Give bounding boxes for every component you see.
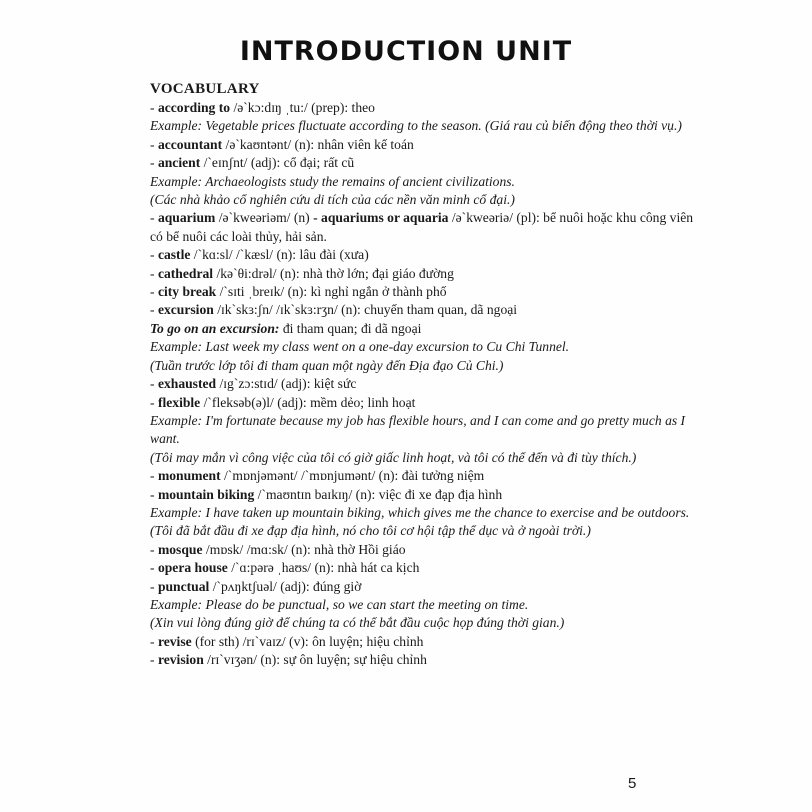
entry-definition: /kə`θi:drəl/ (n): nhà thờ lớn; đại giáo đường xyxy=(213,265,454,281)
entry-definition: /ɪk`skɜ:ʃn/ /ɪk`skɜ:rʒn/ (n): chuyến tham quan, dã ngoại xyxy=(213,302,518,318)
page-title: INTRODUCTION UNIT xyxy=(239,36,573,67)
entry-definition: /mɒsk/ /mɑ:sk/ (n): nhà thờ Hồi giáo xyxy=(202,541,406,557)
entry-dash: - xyxy=(150,284,158,300)
example-sentence: Example: Archaeologists study the remains of ancient civilizations. xyxy=(150,173,515,189)
entry-castle xyxy=(150,246,705,264)
entry-plural: - aquariums or aquaria xyxy=(313,210,449,226)
entry-word: monument xyxy=(157,468,221,484)
example-sentence: Example: Vegetable prices fluctuate according to the season. (Giá rau củ biến động theo thời vụ.) xyxy=(150,118,682,134)
example-sentence: Example: Please do be punctual, so we can start the meeting on time. xyxy=(150,596,529,612)
example-translation: (Tuần trước lớp tôi đi tham quan một ngày đến Địa đạo Củ Chi.) xyxy=(150,357,504,373)
entry-word: city break xyxy=(157,284,217,300)
section-heading: VOCABULARY xyxy=(150,81,260,97)
phrase-excursion xyxy=(150,320,705,338)
entry-definition: /`pʌŋktʃuəl/ (adj): đúng giờ xyxy=(209,578,362,594)
example-translation: (Tôi đã bắt đầu đi xe đạp địa hình, nó cho tôi cơ hội tập thể dục và ở ngoài trời.) xyxy=(150,523,591,539)
entry-word: according to xyxy=(157,100,231,115)
entry-revision xyxy=(150,651,705,669)
example-sentence: Example: I have taken up mountain biking, which gives me the chance to exercise and be outdoors. xyxy=(150,504,690,520)
entry-definition: /ɪg`zɔ:stɪd/ (adj): kiệt sức xyxy=(216,376,357,392)
entry-word: punctual xyxy=(157,578,210,594)
entry-monument xyxy=(150,467,705,485)
entry-definition: /`ɑ:pərə ˌhaʊs/ (n): nhà hát ca kịch xyxy=(227,560,420,576)
entry-definition: /`kɑ:sl/ /`kæsl/ (n): lâu đài (xưa) xyxy=(190,247,369,263)
entry-word: cathedral xyxy=(157,265,214,281)
entry-word: flexible xyxy=(157,394,201,410)
entry-word: aquarium xyxy=(157,210,216,226)
example-translation: (Các nhà khảo cổ nghiên cứu di tích của các nền văn minh cổ đại.) xyxy=(150,192,515,208)
entry-punctual xyxy=(150,578,705,596)
entry-dash: - xyxy=(150,265,158,281)
entry-exhausted xyxy=(150,375,705,393)
entry-excursion xyxy=(150,301,705,319)
entry-opera-house xyxy=(150,559,705,577)
example-translation: (Xin vui lòng đúng giờ để chúng ta có thể bắt đầu cuộc họp đúng thời gian.) xyxy=(150,615,565,631)
entry-dash: - xyxy=(150,302,158,318)
entry-accountant xyxy=(150,136,705,154)
entry-mosque xyxy=(150,541,705,559)
entry-word: ancient xyxy=(157,155,201,171)
example-sentence: Example: Last week my class went on a one-day excursion to Cu Chi Tunnel. xyxy=(150,339,570,355)
entry-word: mountain biking xyxy=(157,486,255,502)
entry-dash: - xyxy=(150,210,158,226)
entry-definition: /`mɒnjəmənt/ /`mɒnjumənt/ (n): đài tưởng niệm xyxy=(220,468,485,484)
vocabulary-content xyxy=(150,80,705,670)
entry-word: mosque xyxy=(157,541,203,557)
entry-city-break xyxy=(150,283,705,301)
entry-dash: - xyxy=(150,578,158,594)
entry-mountain-biking xyxy=(150,486,705,504)
entry-flexible xyxy=(150,394,705,412)
phrase-text: To go on an excursion: xyxy=(150,320,280,336)
entry-aquarium xyxy=(150,209,705,246)
entry-dash: - xyxy=(150,633,158,649)
entry-definition: /ə`kɔ:dɪŋ ˌtu:/ (prep): theo xyxy=(230,100,375,115)
entry-word: accountant xyxy=(157,136,223,152)
entry-dash: - xyxy=(150,376,158,392)
entry-definition: /rɪ`vɪʒən/ (n): sự ôn luyện; sự hiệu chỉnh xyxy=(203,652,427,668)
entry-word: revision xyxy=(157,652,204,668)
phrase-definition: đi tham quan; đi dã ngoại xyxy=(279,320,422,336)
entry-word: castle xyxy=(157,247,191,263)
entry-dash: - xyxy=(150,394,158,410)
entry-dash: - xyxy=(150,541,158,557)
entry-dash: - xyxy=(150,136,158,152)
entry-dash: - xyxy=(150,468,158,484)
entry-ancient xyxy=(150,154,705,172)
entry-pronunciation: /ə`kweəriəm/ (n) xyxy=(215,210,314,226)
entry-definition: /`maʊntɪn baɪkɪŋ/ (n): việc đi xe đạp địa hình xyxy=(254,486,503,502)
entry-definition: /ə`kaʊntənt/ (n): nhân viên kế toán xyxy=(222,136,414,152)
entry-according-to xyxy=(150,99,705,117)
entry-word: opera house xyxy=(157,560,228,576)
entry-word: exhausted xyxy=(157,376,217,392)
entry-dash: - xyxy=(150,155,158,171)
entry-dash: - xyxy=(150,652,158,668)
entry-definition: /ə`kweəriə/ (pl): bể nuôi hoặc khu công viên có bể nuôi các loài thủy, hải sản. xyxy=(150,210,694,244)
entry-word: revise xyxy=(157,633,192,649)
entry-dash: - xyxy=(150,247,158,263)
entry-definition: (for sth) /rɪ`vaɪz/ (v): ôn luyện; hiệu chỉnh xyxy=(191,633,424,649)
entry-dash: - xyxy=(150,486,158,502)
entry-cathedral xyxy=(150,265,705,283)
page-number: 5 xyxy=(628,775,637,792)
example-sentence: Example: I'm fortunate because my job has flexible hours, and I can come and go pretty much as I want. xyxy=(150,412,686,447)
entry-dash: - xyxy=(150,100,158,115)
entry-definition: /`eɪnʃnt/ (adj): cổ đại; rất cũ xyxy=(200,155,355,171)
entry-definition: /`fleksəb(ə)l/ (adj): mềm dẻo; linh hoạt xyxy=(200,394,416,410)
entry-definition: /`sɪti ˌbreɪk/ (n): kì nghỉ ngắn ở thành phố xyxy=(216,284,447,300)
example-translation: (Tôi may mắn vì công việc của tôi có giờ giấc linh hoạt, và tôi có thể đến và đi tùy thích.) xyxy=(150,449,637,465)
entry-dash: - xyxy=(150,560,158,576)
entry-word: excursion xyxy=(157,302,214,318)
entry-revise xyxy=(150,633,705,651)
